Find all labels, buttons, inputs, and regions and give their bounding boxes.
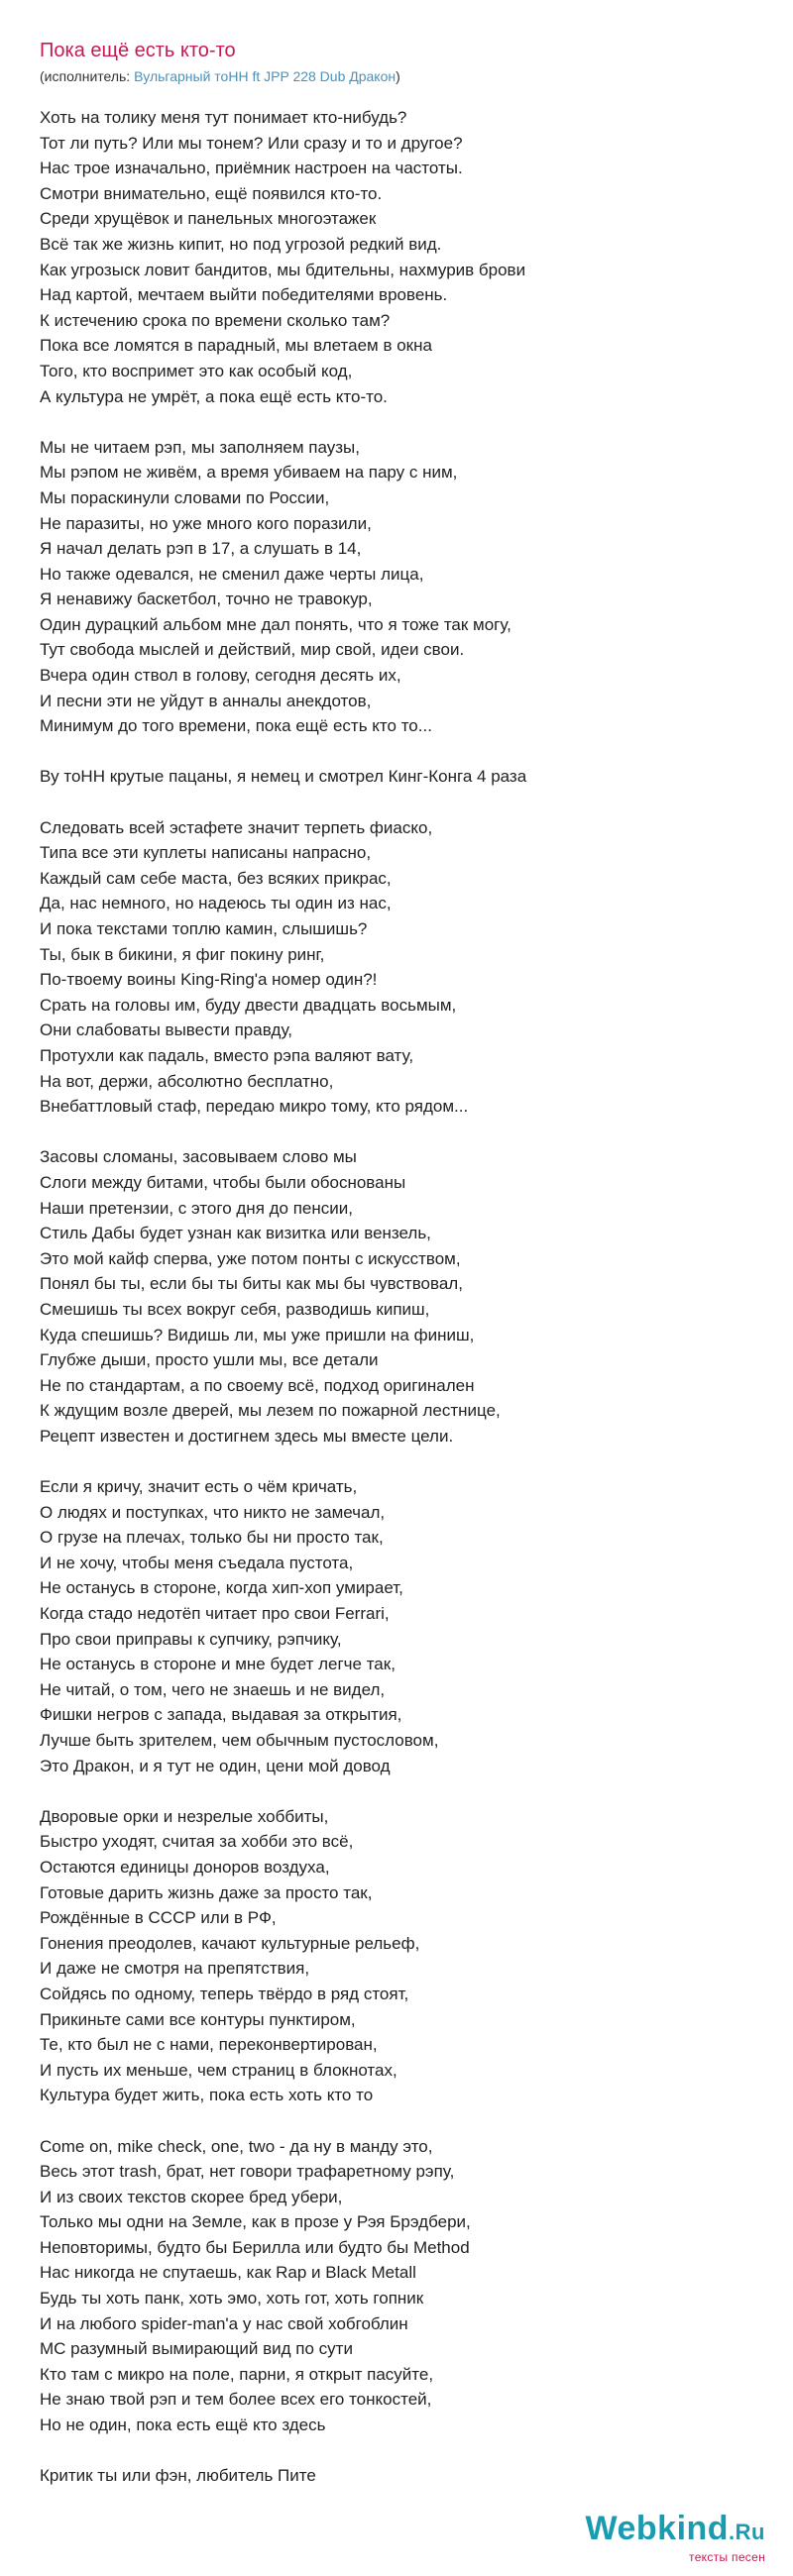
lyrics-stanza	[40, 105, 773, 409]
lyrics-line: Куда спешишь? Видишь ли, мы уже пришли на финиш,	[40, 1325, 475, 1344]
lyrics-line: И из своих текстов скорее бред убери,	[40, 2187, 343, 2206]
lyrics-line: И не хочу, чтобы меня съедала пустота,	[40, 1553, 354, 1572]
lyrics-line: Те, кто был не с нами, переконвертирован,	[40, 2035, 378, 2055]
lyrics-line: Мы рэпом не живём, а время убиваем на пару с ним,	[40, 463, 458, 483]
lyrics-line: И пусть их меньше, чем страниц в блокнотах,	[40, 2060, 397, 2080]
lyrics-stanza	[40, 1144, 773, 1449]
lyrics-line: О грузе на плечах, только бы ни просто так,	[40, 1528, 384, 1548]
lyrics-line: Не читай, о том, чего не знаешь и не видел,	[40, 1679, 386, 1699]
lyrics-line: Хоть на толику меня тут понимает кто-нибудь?	[40, 108, 407, 127]
lyrics-line: Не останусь в стороне, когда хип-хоп умирает,	[40, 1578, 403, 1598]
lyrics-line: Не паразиты, но уже много кого поразили,	[40, 513, 372, 533]
lyrics-line: Но также одевался, не сменил даже черты лица,	[40, 564, 424, 584]
lyrics-line: Следовать всей эстафете значит терпеть фиаско,	[40, 817, 433, 837]
lyrics-line: Каждый сам себе маста, без всяких прикрас,	[40, 868, 392, 888]
lyrics-line: Вчера один ствол в голову, сегодня десять их,	[40, 666, 401, 686]
lyrics-line: Рецепт известен и достигнем здесь мы вместе цели.	[40, 1426, 454, 1446]
logo-wordmark	[586, 2511, 766, 2550]
lyrics-line: Смотри внимательно, ещё появился кто-то.	[40, 183, 383, 203]
logo-name: Webkind	[585, 2510, 730, 2547]
lyrics-line: Лучше быть зрителем, чем обычным пустословом,	[40, 1731, 439, 1750]
lyrics-line: И даже не смотря на препятствия,	[40, 1959, 310, 1979]
lyrics-line: Внебаттловый стаф, передаю микро тому, кто рядом...	[40, 1097, 469, 1117]
logo-tagline: тексты песен	[689, 2550, 765, 2564]
lyrics-line: Когда стадо недотёп читает про свои Ferrari,	[40, 1604, 390, 1624]
lyrics-line: К ждущим возле дверей, мы лезем по пожарной лестнице,	[40, 1401, 501, 1421]
artist-prefix: (исполнитель:	[40, 68, 135, 84]
lyrics-line: Если я кричу, значит есть о чём кричать,	[40, 1477, 358, 1497]
lyrics-line: Стиль Дабы будет узнан как визитка или вензель,	[40, 1224, 431, 1243]
lyrics-line: Прикиньте сами все контуры пунктиром,	[40, 2009, 356, 2029]
lyrics-line: Не знаю твой рэп и тем более всех его тонкостей,	[40, 2390, 432, 2410]
lyrics-line: Come on, mike check, one, two - да ну в манду это,	[40, 2136, 433, 2156]
lyrics-line: Мы не читаем рэп, мы заполняем паузы,	[40, 437, 360, 457]
lyrics-line: Один дурацкий альбом мне дал понять, что я тоже так могу,	[40, 614, 511, 634]
lyrics-line: MC разумный вымирающий вид по сути	[40, 2339, 353, 2359]
lyrics-line: Как угрозыск ловит бандитов, мы бдительны, нахмурив брови	[40, 260, 526, 279]
artist-link[interactable]: Вульгарный тоНН ft JPP 228 Dub Дракон	[134, 68, 396, 84]
lyrics-line: Срать на головы им, буду двести двадцать восьмым,	[40, 995, 457, 1015]
lyrics-line: Мы пораскинули словами по России,	[40, 487, 330, 507]
lyrics-line: Не останусь в стороне и мне будет легче так,	[40, 1655, 396, 1674]
lyrics-line: Над картой, мечтаем выйти победителями вровень.	[40, 285, 448, 305]
lyrics-line: Ву тоНН крутые пацаны, я немец и смотрел Кинг-Конга 4 раза	[40, 767, 527, 787]
lyrics-line: И песни эти не уйдут в анналы анекдотов,	[40, 691, 372, 710]
lyrics-line: Да, нас немного, но надеюсь ты один из нас,	[40, 894, 392, 913]
lyrics-line: Культура будет жить, пока есть хоть кто то	[40, 2086, 374, 2105]
lyrics-line: И пока текстами топлю камин, слышишь?	[40, 919, 368, 938]
lyrics-line: Того, кто воспримет это как особый код,	[40, 361, 353, 380]
lyrics-line: Понял бы ты, если бы ты биты как мы бы чувствовал,	[40, 1274, 463, 1294]
lyrics-line: Тот ли путь? Или мы тонем? Или сразу и то и другое?	[40, 133, 463, 153]
lyrics-line: Не по стандартам, а по своему всё, подход оригинален	[40, 1375, 475, 1395]
lyrics-stanza	[40, 435, 773, 739]
lyrics-line: Это мой кайф сперва, уже потом понты с искусством,	[40, 1248, 461, 1268]
song-title: Пока ещё есть кто-то	[40, 40, 236, 61]
lyrics-stanza	[40, 815, 773, 1120]
lyrics-line: Засовы сломаны, засовываем слово мы	[40, 1147, 357, 1167]
lyrics-line: По-твоему воины King-Ring'а номер один?!	[40, 970, 378, 990]
lyrics-line: Пока все ломятся в парадный, мы влетаем в окна	[40, 336, 432, 356]
lyrics-line: Про свои приправы к супчику, рэпчику,	[40, 1629, 342, 1649]
lyrics-body	[40, 105, 773, 2489]
lyrics-line: Слоги между битами, чтобы были обоснованы	[40, 1172, 406, 1192]
lyrics-line: Кто там с микро на поле, парни, я открыт пасуйте,	[40, 2364, 434, 2384]
lyrics-line: Смешишь ты всех вокруг себя, разводишь кипиш,	[40, 1299, 430, 1319]
lyrics-line: Дворовые орки и незрелые хоббиты,	[40, 1806, 329, 1826]
lyrics-line: Минимум до того времени, пока ещё есть кто то...	[40, 716, 432, 736]
lyrics-line: Быстро уходят, считая за хобби это всё,	[40, 1832, 354, 1852]
lyrics-line: Критик ты или фэн, любитель Пите	[40, 2466, 316, 2486]
lyrics-line: О людях и поступках, что никто не замечал,	[40, 1502, 386, 1522]
lyrics-stanza	[40, 2463, 773, 2489]
lyrics-line: Будь ты хоть панк, хоть эмо, хоть гот, хоть гопник	[40, 2289, 424, 2308]
lyrics-stanza	[40, 764, 773, 790]
lyrics-line: Всё так же жизнь кипит, но под угрозой редкий вид.	[40, 234, 442, 254]
site-logo[interactable]	[586, 2511, 766, 2564]
lyrics-line: Глубже дыши, просто ушли мы, все детали	[40, 1350, 379, 1370]
artist-suffix: )	[396, 68, 400, 84]
lyrics-line: И на любого spider-man'а у нас свой хобгоблин	[40, 2313, 408, 2333]
lyrics-line: Но не один, пока есть ещё кто здесь	[40, 2415, 326, 2435]
lyrics-line: Весь этот trash, брат, нет говори трафаретному рэпу,	[40, 2162, 455, 2182]
lyrics-line: Нас никогда не спутаешь, как Rap и Black Metall	[40, 2263, 416, 2283]
lyrics-line: Остаются единицы доноров воздуха,	[40, 1857, 330, 1877]
lyrics-line: Фишки негров с запада, выдавая за открытия,	[40, 1705, 402, 1725]
lyrics-stanza	[40, 2134, 773, 2438]
lyrics-line: Я ненавижу баскетбол, точно не травокур,	[40, 590, 373, 609]
lyrics-line: Тут свобода мыслей и действий, мир свой, идеи свои.	[40, 640, 465, 660]
lyrics-stanza	[40, 1804, 773, 2108]
lyrics-line: Только мы одни на Земле, как в прозе у Рэя Брэдбери,	[40, 2212, 471, 2232]
lyrics-line: Среди хрущёвок и панельных многоэтажек	[40, 209, 377, 229]
lyrics-line: Они слабоваты вывести правду,	[40, 1020, 292, 1040]
lyrics-line: Типа все эти куплеты написаны напрасно,	[40, 843, 372, 863]
lyrics-line: Ты, бык в бикини, я фиг покину ринг,	[40, 944, 325, 964]
lyrics-line: А культура не умрёт, а пока ещё есть кто-то.	[40, 386, 388, 406]
lyrics-line: К истечению срока по времени сколько там?	[40, 310, 391, 330]
lyrics-line: Наши претензии, с этого дня до пенсии,	[40, 1198, 353, 1218]
lyrics-line: Протухли как падаль, вместо рэпа валяют вату,	[40, 1045, 414, 1065]
lyrics-line: Готовые дарить жизнь даже за просто так,	[40, 1882, 373, 1902]
song-page	[40, 38, 773, 2514]
lyrics-line: Сойдясь по одному, теперь твёрдо в ряд стоят,	[40, 1984, 409, 2003]
artist-line	[40, 67, 773, 85]
lyrics-stanza	[40, 1474, 773, 1778]
lyrics-line: Гонения преодолев, качают культурные рельеф,	[40, 1933, 420, 1953]
lyrics-line: Это Дракон, и я тут не один, цени мой довод	[40, 1756, 391, 1775]
lyrics-line: Рождённые в СССР или в РФ,	[40, 1908, 277, 1928]
lyrics-line: На вот, держи, абсолютно бесплатно,	[40, 1071, 334, 1091]
logo-tld: .Ru	[729, 2520, 765, 2544]
lyrics-line: Неповторимы, будто бы Берилла или будто бы Method	[40, 2237, 470, 2257]
lyrics-line: Я начал делать рэп в 17, а слушать в 14,	[40, 539, 362, 559]
lyrics-line: Нас трое изначально, приёмник настроен на частоты.	[40, 159, 463, 178]
